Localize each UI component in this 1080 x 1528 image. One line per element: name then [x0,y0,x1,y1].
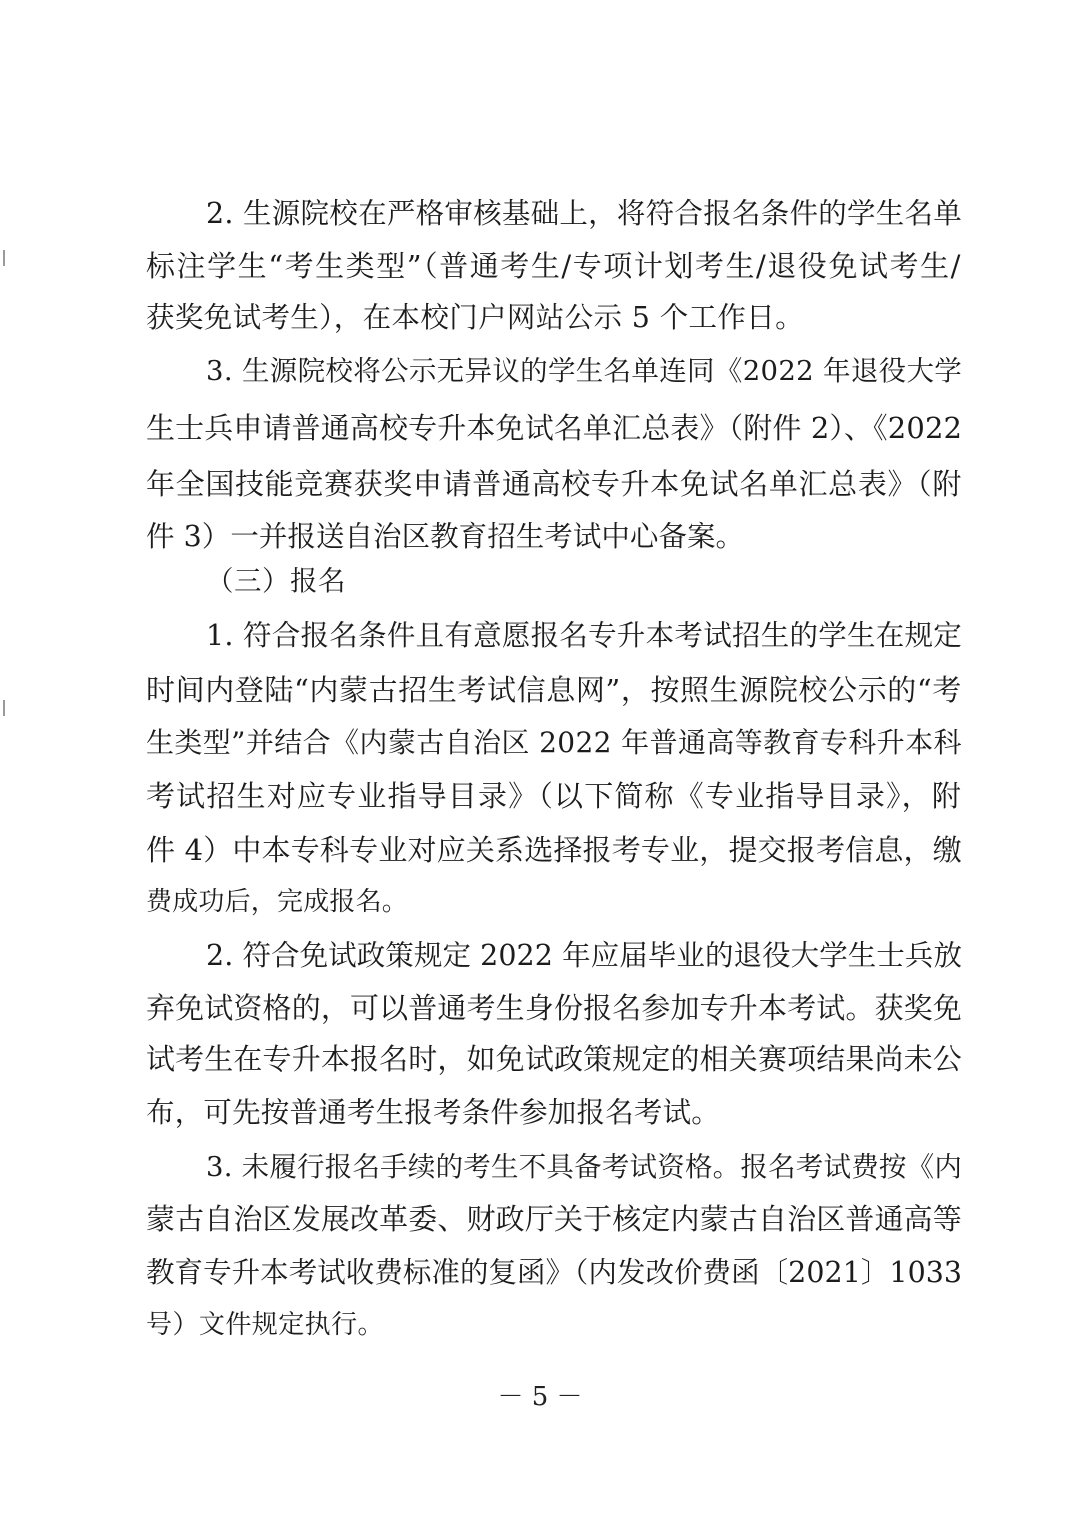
page-number: － 5 － [497,1382,583,1412]
paragraph-line: 1. 符合报名条件且有意愿报名专升本考试招生的学生在规定 [206,619,963,652]
paragraph-line: 标注学生“考生类型”（普通考生/专项计划考生/退役免试考生/ [146,249,962,283]
binding-mark [3,250,5,266]
paragraph-line: 时间内登陆“内蒙古招生考试信息网”，按照生源院校公示的“考 [146,673,962,707]
binding-mark [3,700,5,716]
paragraph-line: 生类型”并结合《内蒙古自治区 2022 年普通高等教育专科升本科 [146,726,962,759]
paragraph-line: 3. 未履行报名手续的考生不具备考试资格。报名考试费按《内 [206,1151,963,1183]
paragraph-line: 蒙古自治区发展改革委、财政厅关于核定内蒙古自治区普通高等 [146,1202,962,1236]
paragraph-line: 费成功后，完成报名。 [146,887,409,917]
paragraph-line: 布，可先按普通考生报考条件参加报名考试。 [146,1096,721,1129]
paragraph-line: 试考生在专升本报名时，如免试政策规定的相关赛项结果尚未公 [146,1042,962,1076]
paragraph-line: 获奖免试考生），在本校门户网站公示 5 个工作日。 [146,301,805,334]
paragraph-line: 件 3）一并报送自治区教育招生考试中心备案。 [146,520,745,553]
paragraph-line: 教育专升本考试收费标准的复函》（内发改价费函〔2021〕1033 [146,1256,963,1289]
paragraph-line: 件 4）中本专科专业对应关系选择报考专业，提交报考信息，缴 [146,833,962,867]
paragraph-line: 弃免试资格的，可以普通考生身份报名参加专升本考试。获奖免 [146,991,962,1025]
paragraph-line: 年全国技能竞赛获奖申请普通高校专升本免试名单汇总表》（附 [146,467,962,501]
paragraph-line: 3. 生源院校将公示无异议的学生名单连同《2022 年退役大学 [206,355,963,387]
paragraph-line: 2. 生源院校在严格审核基础上，将符合报名条件的学生名单 [206,197,963,230]
paragraph-line: 考试招生对应专业指导目录》（以下简称《专业指导目录》，附 [146,779,963,813]
paragraph-line: 2. 符合免试政策规定 2022 年应届毕业的退役大学生士兵放 [206,939,963,972]
paragraph-line: 号）文件规定执行。 [146,1310,384,1340]
section-heading: （三）报名 [206,565,346,597]
paragraph-line: 生士兵申请普通高校专升本免试名单汇总表》（附件 2）、《2022 [146,411,963,445]
